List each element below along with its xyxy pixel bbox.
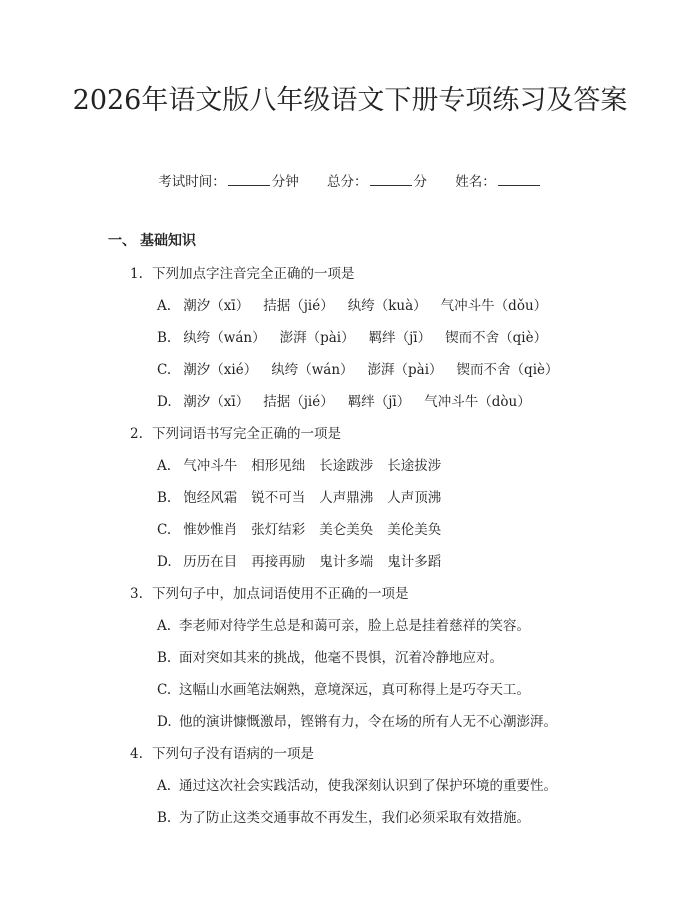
option-term: 纨绔（wán） xyxy=(271,362,354,378)
option-term: 潮汐（xī） xyxy=(183,298,250,314)
name-label: 姓名： xyxy=(455,174,496,190)
option-letter: B. xyxy=(157,490,172,506)
option-term: 锐不可当 xyxy=(251,490,306,506)
option[interactable] xyxy=(157,646,503,666)
option[interactable] xyxy=(157,486,455,506)
option-term: 纨绔（wán） xyxy=(183,330,266,346)
option-letter: A. xyxy=(157,458,172,474)
question-number: 2. xyxy=(130,426,143,442)
exam-name xyxy=(455,170,542,190)
question-text: 下列加点字注音完全正确的一项是 xyxy=(152,266,355,282)
section-heading xyxy=(108,230,196,250)
option[interactable] xyxy=(157,806,530,826)
option[interactable] xyxy=(157,518,455,538)
option-letter: C. xyxy=(157,362,172,378)
option[interactable] xyxy=(157,326,561,346)
option-term: 气冲斗牛（dǒu） xyxy=(440,298,548,314)
option-term: 气冲斗牛 xyxy=(183,458,238,474)
option-sentence: 为了防止这类交通事故不再发生，我们必须采取有效措施。 xyxy=(179,810,530,826)
option-term: 相形见绌 xyxy=(251,458,306,474)
time-label: 考试时间： xyxy=(158,174,226,190)
option-term: 拮据（jié） xyxy=(263,394,334,410)
question xyxy=(130,742,314,762)
option[interactable] xyxy=(157,710,557,730)
option-term: 鬼计多蹈 xyxy=(387,554,442,570)
option-term: 潮汐（xī） xyxy=(183,394,250,410)
option-term: 拮据（jié） xyxy=(263,298,334,314)
option-term: 锲而不舍（qiè） xyxy=(445,330,548,346)
option-term: 长途拔涉 xyxy=(387,458,442,474)
option-term: 历历在目 xyxy=(183,554,238,570)
option-letter: A. xyxy=(157,618,172,634)
option-letter: A. xyxy=(157,778,172,794)
score-blank[interactable] xyxy=(370,173,412,186)
option-sentence: 李老师对待学生总是和蔼可亲，脸上总是挂着慈祥的笑容。 xyxy=(179,618,530,634)
question-number: 3. xyxy=(130,586,143,602)
name-blank[interactable] xyxy=(498,173,540,186)
option-letter: D. xyxy=(157,714,172,730)
option-term: 气冲斗牛（dòu） xyxy=(424,394,531,410)
option-term: 再接再励 xyxy=(251,554,306,570)
question xyxy=(130,422,341,442)
option-term: 惟妙惟肖 xyxy=(183,522,238,538)
page-title: 2026年语文版八年级语文下册专项练习及答案 xyxy=(72,85,628,116)
option-letter: B. xyxy=(157,650,172,666)
score-label: 总分： xyxy=(327,174,368,190)
option-letter: B. xyxy=(157,810,172,826)
option-letter: C. xyxy=(157,682,172,698)
option-term: 美伦美奂 xyxy=(387,522,442,538)
section-title: 基础知识 xyxy=(140,233,196,249)
question-number: 4. xyxy=(130,746,143,762)
option-term: 锲而不舍（qiè） xyxy=(456,362,559,378)
exam-score xyxy=(327,170,427,190)
question-text: 下列句子没有语病的一项是 xyxy=(152,746,314,762)
option[interactable] xyxy=(157,550,455,570)
exam-time xyxy=(158,170,299,190)
option-term: 饱经风霜 xyxy=(183,490,238,506)
question-text: 下列句子中，加点词语使用不正确的一项是 xyxy=(152,586,409,602)
option-term: 长途跋涉 xyxy=(319,458,374,474)
option-term: 潮汐（xié） xyxy=(183,362,258,378)
time-unit: 分钟 xyxy=(271,174,299,190)
option-term: 纨绔（kuà） xyxy=(347,298,427,314)
option-sentence: 他的演讲慷慨激昂，铿锵有力，令在场的所有人无不心潮澎湃。 xyxy=(179,714,557,730)
option-sentence: 面对突如其来的挑战，他毫不畏惧，沉着冷静地应对。 xyxy=(179,650,503,666)
option-term: 人声鼎沸 xyxy=(319,490,374,506)
exam-info xyxy=(0,170,700,190)
question xyxy=(130,582,409,602)
question-text: 下列词语书写完全正确的一项是 xyxy=(152,426,341,442)
option[interactable] xyxy=(157,774,557,794)
option-term: 澎湃（pài） xyxy=(367,362,443,378)
option-term: 美仑美奂 xyxy=(319,522,374,538)
score-unit: 分 xyxy=(413,174,427,190)
option-term: 澎湃（pài） xyxy=(279,330,355,346)
option[interactable] xyxy=(157,294,561,314)
question xyxy=(130,262,355,282)
option-term: 人声顶沸 xyxy=(387,490,442,506)
option[interactable] xyxy=(157,678,530,698)
option-sentence: 通过这次社会实践活动，使我深刻认识到了保护环境的重要性。 xyxy=(179,778,557,794)
option-letter: A. xyxy=(157,298,172,314)
option-term: 鬼计多端 xyxy=(319,554,374,570)
option-sentence: 这幅山水画笔法娴熟，意境深远，真可称得上是巧夺天工。 xyxy=(179,682,530,698)
option[interactable] xyxy=(157,614,530,634)
option[interactable] xyxy=(157,390,545,410)
option-letter: D. xyxy=(157,394,172,410)
option[interactable] xyxy=(157,454,455,474)
option-letter: C. xyxy=(157,522,172,538)
question-number: 1. xyxy=(130,266,143,282)
option-term: 羁绊（jī） xyxy=(347,394,411,410)
time-blank[interactable] xyxy=(228,173,270,186)
option[interactable] xyxy=(157,358,573,378)
option-letter: B. xyxy=(157,330,172,346)
option-term: 羁绊（jī） xyxy=(368,330,432,346)
option-letter: D. xyxy=(157,554,172,570)
option-term: 张灯结彩 xyxy=(251,522,306,538)
section-number: 一、 xyxy=(108,233,136,249)
